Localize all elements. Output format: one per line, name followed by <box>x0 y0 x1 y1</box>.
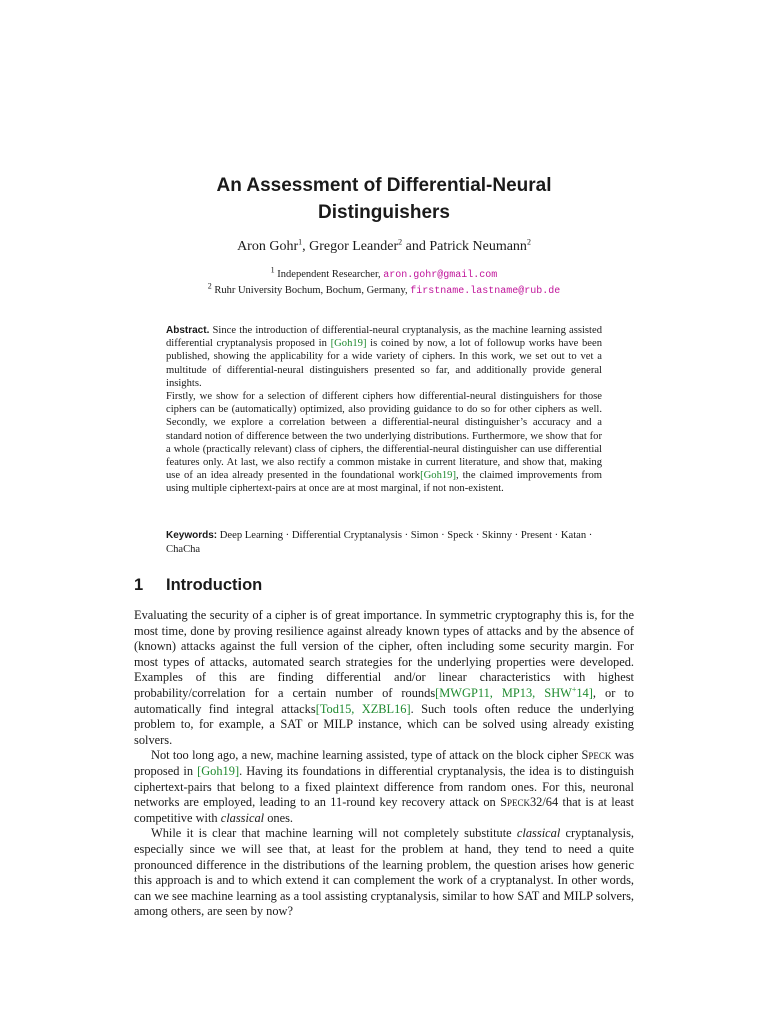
body-text: was proposed in <box>134 748 634 778</box>
body-paragraph-2 <box>134 748 634 826</box>
keywords-label: Keywords: <box>166 530 218 541</box>
keywords <box>166 529 602 556</box>
author-name: Aron Gohr <box>237 239 299 254</box>
keywords-text: Deep Learning · Differential Cryptanalysis · Simon · Speck · Skinny · Present · Katan · ChaCha <box>166 530 593 555</box>
body-text: ones. <box>264 810 294 825</box>
author-separator: , <box>302 239 310 254</box>
abstract <box>166 324 602 496</box>
affiliation-mark: 2 <box>207 281 212 291</box>
citation-link[interactable]: [Goh19] <box>420 470 457 482</box>
author-affil-mark: 1 <box>298 237 303 247</box>
citation-link[interactable]: [Tod15, XZBL16] <box>315 701 411 716</box>
citation-link[interactable]: [Goh19] <box>197 763 240 778</box>
body-text: that is at least competitive with <box>134 795 635 825</box>
title-line-1: An Assessment of Differential-Neural <box>216 175 552 196</box>
email-link[interactable]: firstname.lastname@rub.de <box>410 286 561 297</box>
abstract-paragraph-2 <box>166 390 602 496</box>
citation-link[interactable]: [Goh19] <box>330 338 367 350</box>
abstract-text: Firstly, we show for a selection of different ciphers how differential-neural distinguishers for those ciphers can be (automatically) optimized, also providing guidance to do so for other ciphers as well. Secondly, we explore a correlation between a differential-neural distinguisher’s accuracy and a standard notion of difference between the two underlying distributions. Furthermore, we show that for a whole (practically relevant) class of ciphers, the differential-neural distinguisher can use differential features only. At last, we also rectify a common mistake in current literature, and show that, making use of an idea already presented in the foundational work <box>166 391 602 482</box>
affiliation-2 <box>134 281 634 299</box>
abstract-text: Since the introduction of differential-neural cryptanalysis, as the machine learning assisted differential cryptanalysis proposed in <box>166 325 602 350</box>
body-text: . Having its foundations in differential cryptanalysis, the idea is to distinguish ciphertext-pairs that belong to a fixed plaintext difference from random ones. For this, neuronal networks are employed, leading to an 11-round key recovery attack on <box>134 763 634 810</box>
author-affil-mark: 2 <box>398 237 403 247</box>
body-text: While it is clear that machine learning will not completely substitute <box>151 826 517 841</box>
body-paragraph-1 <box>134 608 634 748</box>
section-heading <box>134 576 262 595</box>
affiliation-mark: 1 <box>270 265 275 275</box>
title-line-2: Distinguishers <box>318 202 450 223</box>
body-text: . Such tools often reduce the underlying problem to, for example, a SAT or MILP instance, which can be solved using already existing solvers. <box>134 701 634 747</box>
body-paragraph-3 <box>134 826 634 920</box>
abstract-text: , the claimed improvements from using multiple ciphertext-pairs at once are at most marginal, if not non-existent. <box>166 470 603 495</box>
author-affil-mark: 2 <box>526 237 531 247</box>
affiliation-text: Ruhr University Bochum, Bochum, Germany, <box>214 285 411 296</box>
emphasis: classical <box>220 810 265 825</box>
abstract-text: is coined by now, a lot of followup works have been published, showing the applicability for a wide variety of ciphers. In this work, we set out to vet a multitude of differential-neural distinguishers presented so far, and additionally provide general insights. <box>166 338 602 389</box>
body-text: , or to automatically find integral attacks <box>134 685 634 716</box>
abstract-label: Abstract. <box>166 325 210 336</box>
author-name: Patrick Neumann <box>429 239 527 254</box>
citation-link[interactable] <box>435 686 593 700</box>
cipher-name: Speck32/64 <box>500 795 559 810</box>
introduction-body <box>134 608 634 920</box>
section-title: Introduction <box>166 576 263 594</box>
author-separator: and <box>402 239 430 254</box>
paper-title <box>134 172 634 226</box>
affiliation-text: Independent Researcher, <box>277 269 384 280</box>
cipher-name: Speck <box>581 748 612 763</box>
emphasis: classical <box>516 826 561 841</box>
body-text: Evaluating the security of a cipher is of great importance. In symmetric cryptography this is, for the most time, done by proving resilience against already known types of attacks and by the absence of (known) attacks against the full version of the cipher, often including some security margin. For most types of attacks, automated search strategies for the underlying properties were developed. Examples of this are finding differential and/or linear characteristics with highest probability/correlation for a certain number of rounds <box>134 608 634 700</box>
author-name: Gregor Leander <box>309 239 399 254</box>
body-text: Not too long ago, a new, machine learning assisted, type of attack on the block cipher <box>151 748 582 763</box>
body-text: cryptanalysis, especially since we will see that, at least for the problem at hand, they tend to need a quite pronounced difference in the distributions of the learning problem, the question arises how generic this approach is and to which extend it can complement the work of a cryptanalyst. In other words, can we see machine learning as a tool assisting cryptanalysis, similar to how SAT and MILP solvers, among others, are seen by now? <box>134 826 634 919</box>
citation-text: [MWGP11, MP13, SHW <box>435 685 572 700</box>
section-number: 1 <box>134 576 144 594</box>
email-link[interactable]: aron.gohr@gmail.com <box>383 270 498 281</box>
abstract-paragraph-1 <box>166 324 602 390</box>
citation-sup: + <box>571 684 577 694</box>
citation-text: 14] <box>576 685 593 700</box>
author-list <box>134 238 634 256</box>
